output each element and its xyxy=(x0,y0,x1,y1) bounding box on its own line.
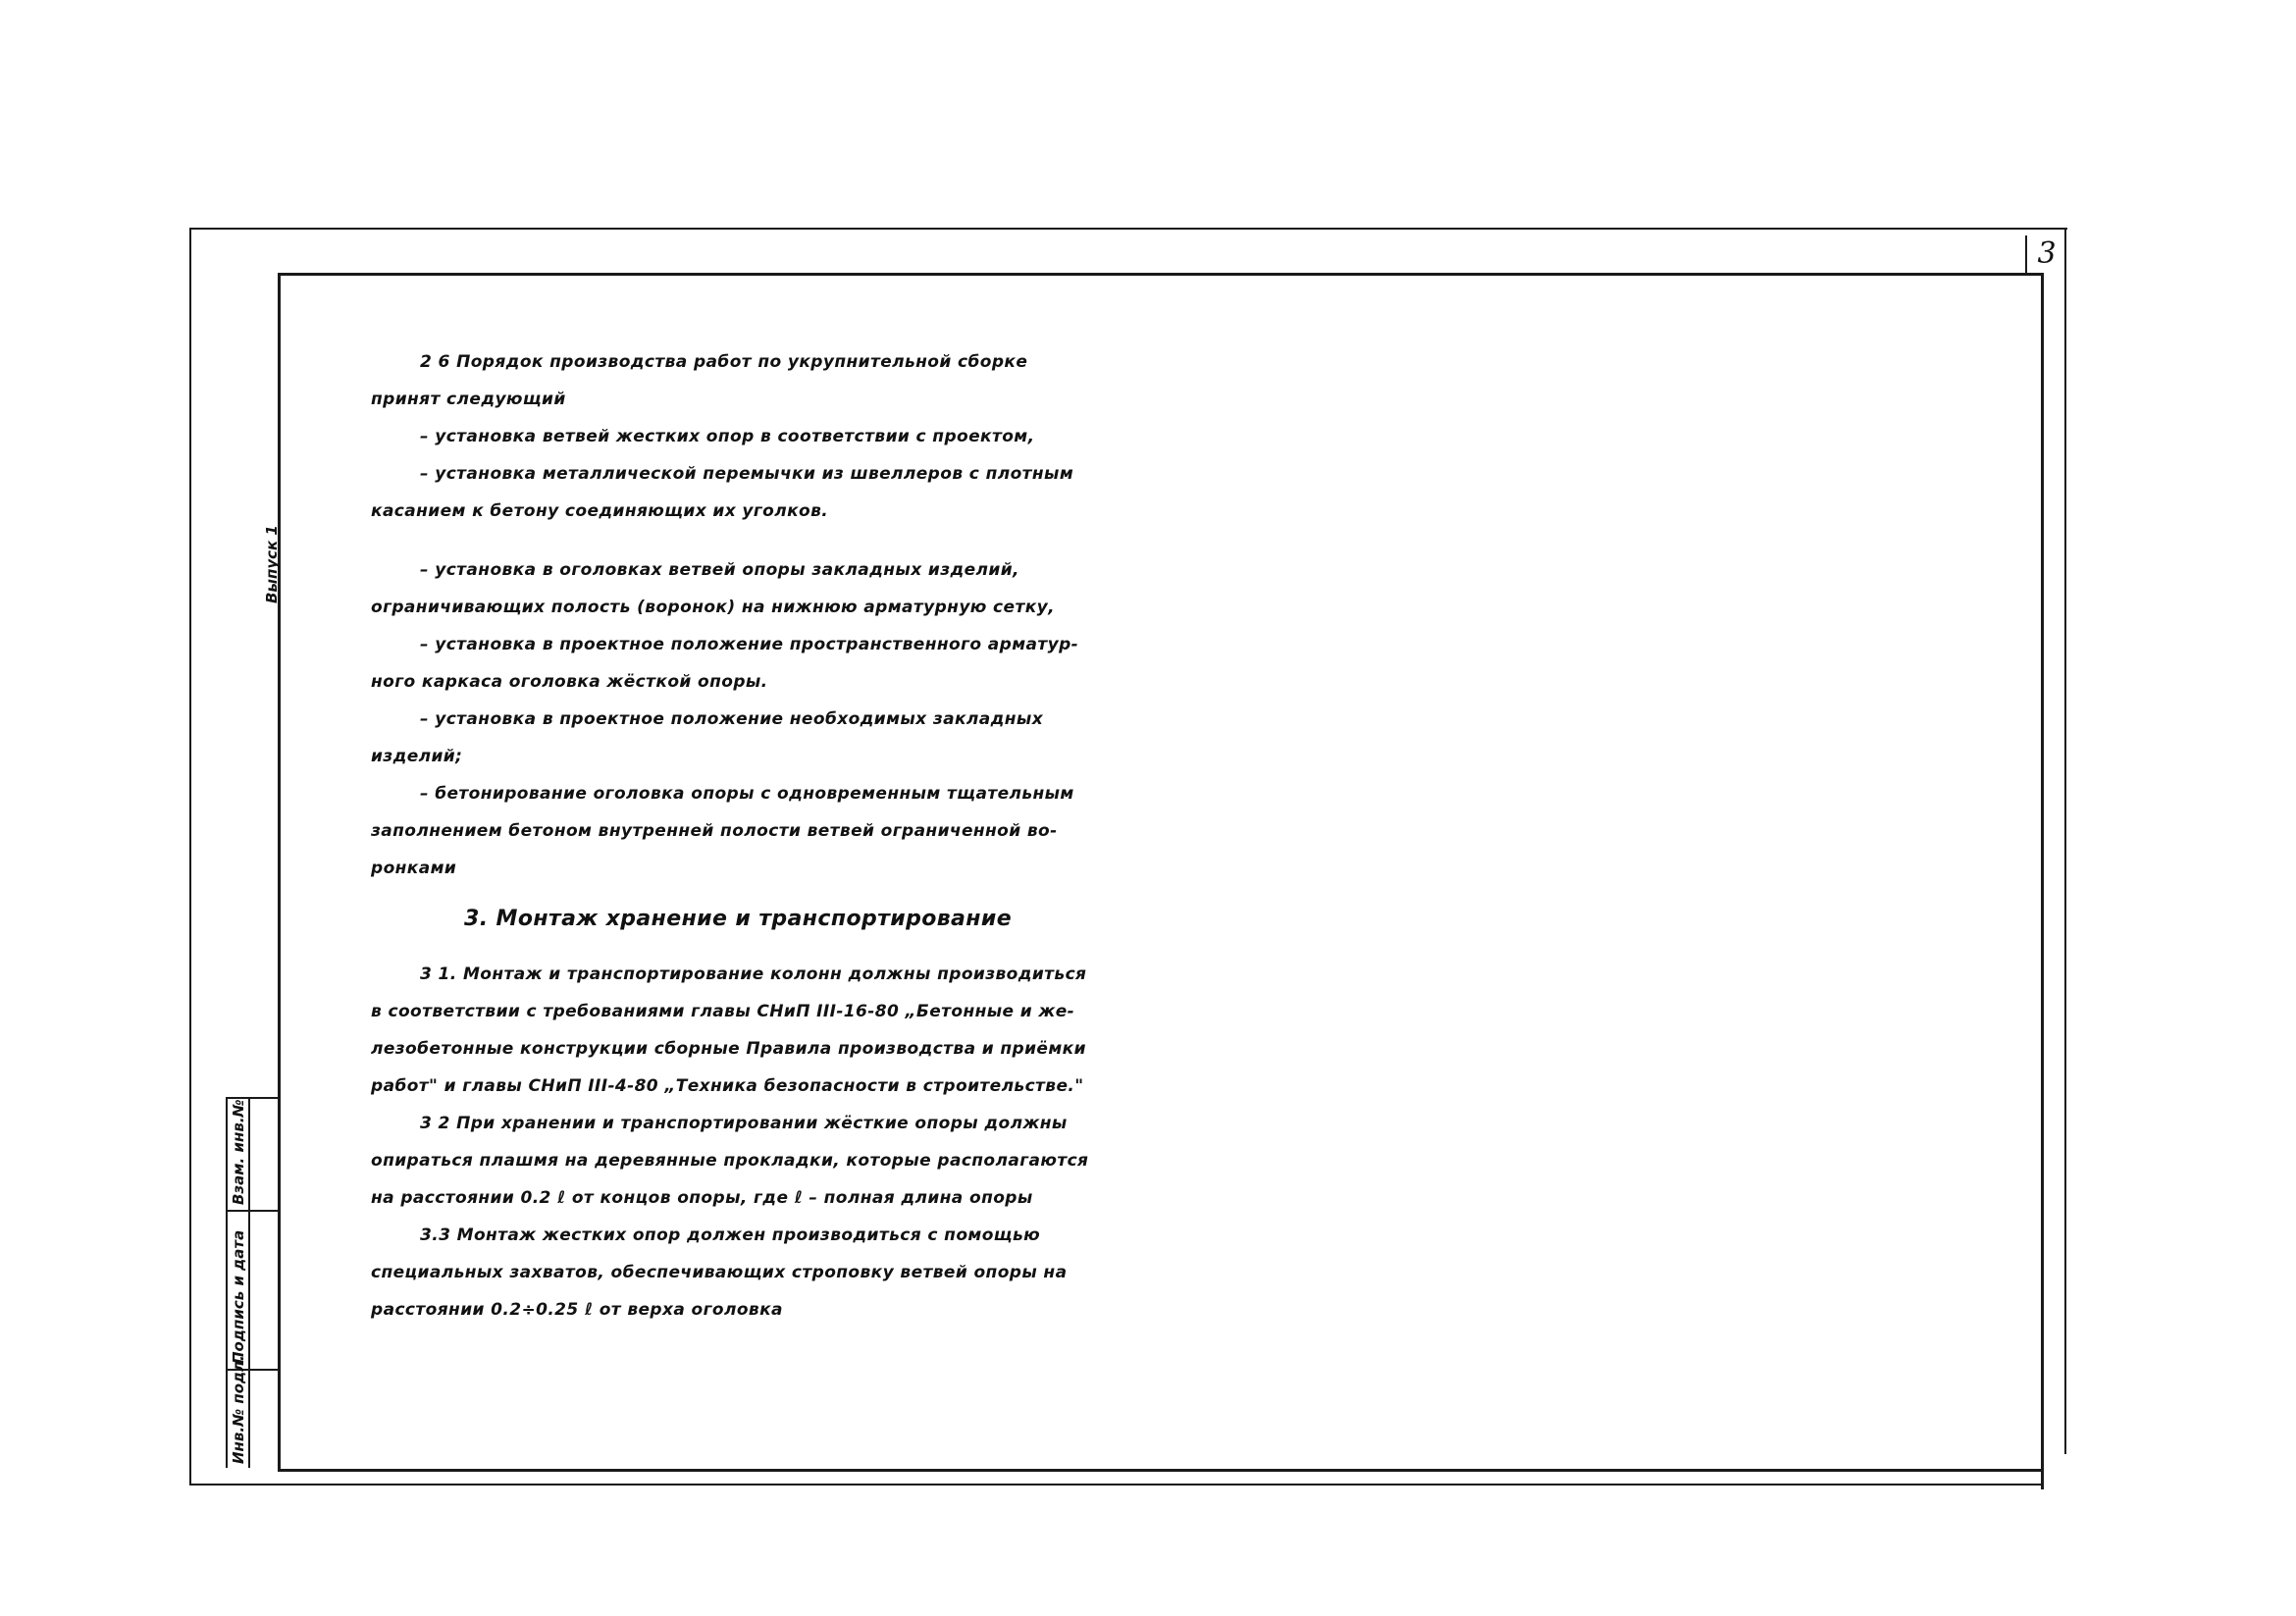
para-3-1-line2: в соответствии с требованиями главы СНиП III-16-80 „Бетонные и же- xyxy=(371,1002,1075,1021)
list-item-5-line2: изделий; xyxy=(371,747,463,766)
list-item-6-line2: заполнением бетоном внутренней полости ветвей ограниченной во- xyxy=(371,821,1058,841)
inner-frame-top xyxy=(278,273,2044,276)
issue-label: Выпуск 1 xyxy=(263,525,281,603)
inner-frame-bottom xyxy=(278,1469,2044,1472)
para-3-1-line4: работ" и главы СНиП III-4-80 „Техника безопасности в строительстве." xyxy=(371,1076,1084,1096)
list-item-4-line2: ного каркаса оголовка жёсткой опоры. xyxy=(371,672,768,692)
list-item-4-line1: – установка в проектное положение пространственного арматур- xyxy=(420,635,1079,654)
para-3-3-line3: расстоянии 0.2÷0.25 ℓ от верха оголовка xyxy=(371,1300,783,1320)
list-item-3-line1: – установка в оголовках ветвей опоры закладных изделий, xyxy=(420,560,1019,580)
list-item-6-line3: ронками xyxy=(371,859,457,878)
para-2-6-line2: принят следующий xyxy=(371,390,566,409)
list-item-2-line1: – установка металлической перемычки из швеллеров с плотным xyxy=(420,464,1074,484)
para-3-1-line1: 3 1. Монтаж и транспортирование колонн должны производиться xyxy=(420,964,1087,984)
outer-frame-top xyxy=(191,228,2067,230)
inner-frame-left xyxy=(278,273,281,1472)
stamp-col-left xyxy=(226,1097,228,1468)
outer-frame-bottom xyxy=(189,1484,2042,1486)
section-3-heading: 3. Монтаж хранение и транспортирование xyxy=(464,907,1013,931)
list-item-3-line2: ограничивающих полость (воронок) на нижнюю арматурную сетку, xyxy=(371,598,1055,617)
list-item-1: – установка ветвей жестких опор в соответствии с проектом, xyxy=(420,427,1035,446)
para-3-3-line1: 3.3 Монтаж жестких опор должен производиться с помощью xyxy=(420,1225,1041,1245)
page-number-box-left xyxy=(2025,235,2027,275)
inner-frame-right xyxy=(2041,273,2044,1489)
document-body xyxy=(371,343,1156,1329)
para-3-3-line2: специальных захватов, обеспечивающих строповку ветвей опоры на xyxy=(371,1263,1068,1282)
list-item-2-line2: касанием к бетону соединяющих их уголков. xyxy=(371,501,829,521)
para-3-2-line1: 3 2 При хранении и транспортировании жёсткие опоры должны xyxy=(420,1114,1068,1133)
stamp-replace-label: Взам. инв.№ xyxy=(230,1099,247,1205)
para-2-6-line1: 2 6 Порядок производства работ по укрупнительной сборке xyxy=(420,352,1028,372)
list-item-5-line1: – установка в проектное положение необходимых закладных xyxy=(420,709,1044,729)
para-3-1-line3: лезобетонные конструкции сборные Правила производства и приёмки xyxy=(371,1039,1086,1059)
stamp-div1 xyxy=(226,1210,278,1212)
list-item-6-line1: – бетонирование оголовка опоры с одновременным тщательным xyxy=(420,784,1074,804)
stamp-col-mid xyxy=(248,1097,250,1468)
para-3-2-line3: на расстоянии 0.2 ℓ от концов опоры, где ℓ – полная длина опоры xyxy=(371,1188,1033,1208)
page-number: 3 xyxy=(2037,236,2057,271)
outer-frame-left xyxy=(189,228,191,1484)
outer-frame-right xyxy=(2064,228,2066,1454)
stamp-inv-label: Инв.№ подл. xyxy=(230,1355,247,1464)
stamp-sign-label: Подпись и дата xyxy=(230,1229,247,1364)
para-3-2-line2: опираться плашмя на деревянные прокладки, которые располагаются xyxy=(371,1151,1089,1171)
